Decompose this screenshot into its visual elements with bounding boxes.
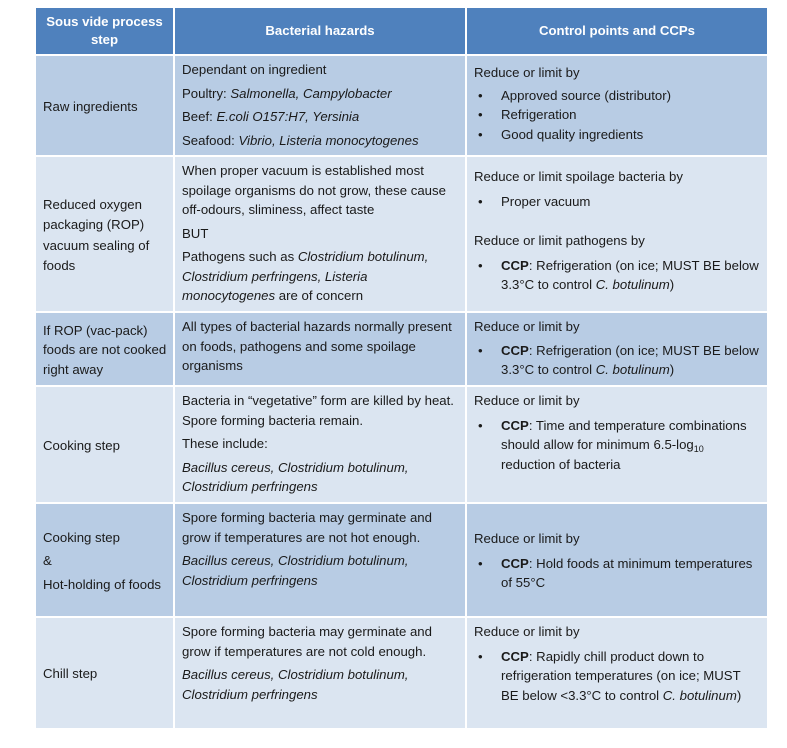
control-intro: Reduce or limit pathogens by	[474, 233, 645, 248]
hazard-pathogens: Pathogens such as Clostridium botulinum, Clostridium perfringens, Listeria monocytogenes are of concern	[182, 249, 429, 303]
step-label-amp: &	[43, 553, 52, 569]
step-cell	[36, 386, 174, 503]
hazards-cell	[174, 55, 466, 156]
hazards-cell	[174, 617, 466, 729]
step-label: Cooking step	[43, 529, 120, 545]
header-control-points: Control points and CCPs	[466, 8, 767, 55]
step-label: Raw ingredients	[43, 98, 138, 114]
table-row	[36, 312, 767, 386]
list-item: • CCP: Rapidly chill product down to refrigeration temperatures (on ice; MUST BE below <3.3°C to control C. botulinum)	[474, 647, 760, 706]
hazard-text: These include:	[182, 436, 268, 451]
hazards-cell	[174, 503, 466, 617]
control-intro: Reduce or limit by	[474, 65, 580, 80]
controls-cell	[466, 312, 767, 386]
list-item: • Proper vacuum	[474, 192, 760, 212]
hazard-intro: Dependant on ingredient	[182, 62, 327, 77]
step-cell	[36, 617, 174, 729]
hazard-beef: Beef: E.coli O157:H7, Yersinia	[182, 109, 360, 124]
controls-cell	[466, 156, 767, 312]
header-process-step: Sous vide process step	[36, 8, 174, 55]
header-bacterial-hazards: Bacterial hazards	[174, 8, 466, 55]
hazard-text: Spore forming bacteria may germinate and grow if temperatures are not hot enough.	[182, 510, 432, 545]
control-intro: Reduce or limit by	[474, 624, 580, 639]
step-label: Chill step	[43, 666, 98, 682]
controls-cell	[466, 55, 767, 156]
step-label-cont: vacuum sealing of foods	[43, 238, 150, 273]
table-row	[36, 617, 767, 729]
list-item: • Good quality ingredients	[474, 125, 760, 145]
step-cell	[36, 312, 174, 386]
control-list	[474, 554, 760, 593]
table-row	[36, 55, 767, 156]
list-item: • CCP: Time and temperature combinations should allow for minimum $6.5-\log_{10}$ reduction of bacteria	[474, 416, 760, 475]
control-list	[474, 192, 760, 212]
hazard-organisms: Bacillus cereus, Clostridium botulinum, Clostridium perfringens	[182, 459, 409, 494]
hazards-cell	[174, 312, 466, 386]
hazard-text: Spore forming bacteria may germinate and grow if temperatures are not cold enough.	[182, 624, 432, 659]
hazard-organisms: Bacillus cereus, Clostridium botulinum, Clostridium perfringens	[182, 553, 409, 588]
list-item: • Refrigeration	[474, 105, 760, 125]
step-label: Cooking step	[43, 437, 120, 453]
header-row	[36, 8, 767, 55]
hazard-seafood: Seafood: Vibrio, Listeria monocytogenes	[182, 132, 419, 148]
control-list	[474, 647, 760, 706]
hazard-but: BUT	[182, 225, 209, 241]
control-intro: Reduce or limit by	[474, 319, 580, 334]
control-list	[474, 341, 760, 380]
step-label: Reduced oxygen packaging (ROP)	[43, 197, 145, 232]
control-list	[474, 256, 760, 295]
step-cell	[36, 156, 174, 312]
controls-cell	[466, 617, 767, 729]
list-item: • Approved source (distributor)	[474, 86, 760, 106]
control-intro: Reduce or limit spoilage bacteria by	[474, 169, 683, 184]
hazard-text: When proper vacuum is established most spoilage organisms do not grow, these cause off-odours, sliminess, affect taste	[182, 163, 446, 217]
hazard-text: All types of bacterial hazards normally present on foods, pathogens and some spoilage organisms	[182, 319, 452, 373]
step-label-cont: Hot-holding of foods	[43, 576, 162, 592]
hazards-cell	[174, 386, 466, 503]
hazard-text: Bacteria in “vegetative” form are killed by heat. Spore forming bacteria remain.	[182, 393, 454, 428]
table-row	[36, 503, 767, 617]
list-item: • CCP: Hold foods at minimum temperatures of 55°C	[474, 554, 760, 593]
control-list	[474, 86, 760, 145]
list-item: • CCP: Refrigeration (on ice; MUST BE below 3.3°C to control C. botulinum)	[474, 256, 760, 295]
hazards-cell	[174, 156, 466, 312]
step-cell	[36, 55, 174, 156]
control-list	[474, 416, 760, 475]
controls-cell	[466, 503, 767, 617]
controls-cell	[466, 386, 767, 503]
sous-vide-hazards-table	[36, 8, 767, 730]
hazard-poultry: Poultry: Salmonella, Campylobacter	[182, 85, 392, 101]
control-intro: Reduce or limit by	[474, 393, 580, 408]
list-item: • CCP: Refrigeration (on ice; MUST BE below 3.3°C to control C. botulinum)	[474, 341, 760, 380]
table-row	[36, 156, 767, 312]
control-intro: Reduce or limit by	[474, 531, 580, 547]
table-row	[36, 386, 767, 503]
step-label: If ROP (vac-pack) foods are not cooked right away	[43, 322, 167, 377]
hazard-organisms: Bacillus cereus, Clostridium botulinum, Clostridium perfringens	[182, 667, 409, 702]
step-cell	[36, 503, 174, 617]
